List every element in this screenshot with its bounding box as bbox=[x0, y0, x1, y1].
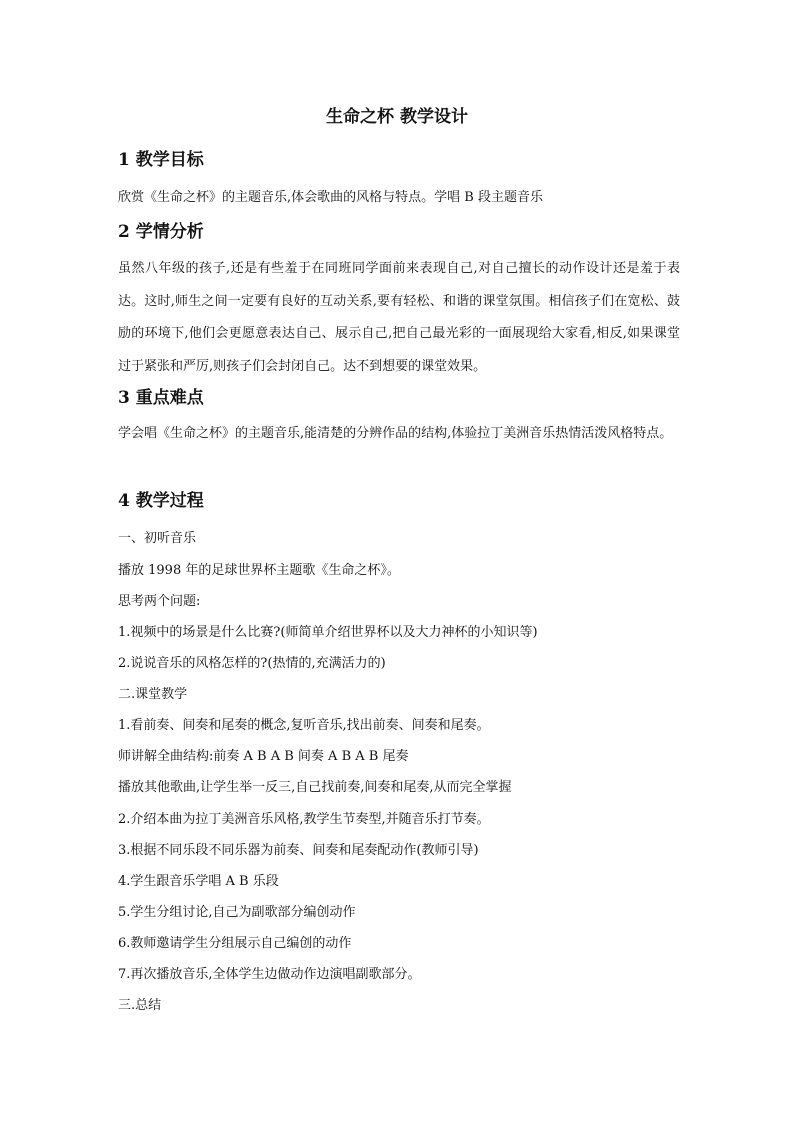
process-line: 1.看前奏、间奏和尾奏的概念,复听音乐,找出前奏、间奏和尾奏。 bbox=[118, 718, 490, 733]
section-heading-analysis: 2 学情分析 bbox=[118, 222, 204, 242]
process-line: 二.课堂教学 bbox=[118, 687, 188, 702]
process-line: 2.介绍本曲为拉丁美洲音乐风格,教学生节奏型,并随音乐打节奏。 bbox=[118, 812, 490, 827]
process-line: 2.说说音乐的风格怎样的?(热情的,充满活力的) bbox=[118, 656, 386, 671]
process-line: 播放 1998 年的足球世界杯主题歌《生命之杯》。 bbox=[118, 563, 400, 578]
process-line: 3.根据不同乐段不同乐器为前奏、间奏和尾奏配动作(教师引导) bbox=[118, 843, 479, 858]
section-heading-process: 4 教学过程 bbox=[118, 491, 204, 511]
process-line: 5.学生分组讨论,自己为副歌部分编创动作 bbox=[118, 905, 356, 920]
page-title: 生命之杯 教学设计 bbox=[326, 107, 468, 127]
process-line: 6.教师邀请学生分组展示自己编创的动作 bbox=[118, 936, 352, 951]
process-line: 师讲解全曲结构:前奏 A B A B 间奏 A B A B 尾奏 bbox=[118, 749, 409, 764]
process-line: 7.再次播放音乐,全体学生边做动作边演唱副歌部分。 bbox=[118, 967, 421, 982]
process-line: 三.总结 bbox=[118, 998, 162, 1013]
process-line: 播放其他歌曲,让学生举一反三,自己找前奏,间奏和尾奏,从而完全掌握 bbox=[118, 780, 512, 795]
process-line: 4.学生跟音乐学唱 A B 乐段 bbox=[118, 874, 279, 889]
process-line: 1.视频中的场景是什么比赛?(师简单介绍世界杯以及大力神杯的小知识等) bbox=[118, 625, 538, 640]
process-line: 思考两个问题: bbox=[118, 594, 201, 609]
section-heading-objectives: 1 教学目标 bbox=[118, 150, 204, 170]
section-body-analysis: 虽然八年级的孩子,还是有些羞于在同班同学面前来表现自己,对自己擅长的动作设计还是羞于表达。这时,师生之间一定要有良好的互动关系,要有轻松、和谐的课堂氛围。相信孩子们在宽松、鼓励的环境下,他们会更愿意表达自己、展示自己,把自己最光彩的一面展现给大家看,相反,如果课堂过于紧张和严厉,则孩子们会封闭自己。达不到想要的课堂效果。 bbox=[118, 261, 680, 374]
section-body-objectives: 欣赏《生命之杯》的主题音乐,体会歌曲的风格与特点。学唱 B 段主题音乐 bbox=[118, 190, 543, 205]
section-body-key-points: 学会唱《生命之杯》的主题音乐,能清楚的分辨作品的结构,体验拉丁美洲音乐热情活泼风格特点。 bbox=[118, 426, 673, 441]
process-line: 一、初听音乐 bbox=[118, 531, 197, 546]
section-heading-key-points: 3 重点难点 bbox=[118, 388, 204, 408]
